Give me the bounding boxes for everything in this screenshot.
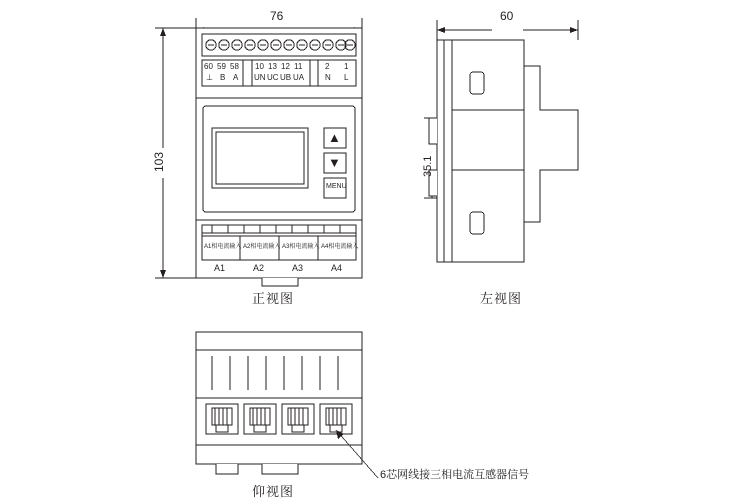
terminal-label-a: A — [233, 73, 239, 82]
up-button-label[interactable]: ▲ — [328, 130, 341, 145]
terminal-number-12: 12 — [281, 62, 290, 71]
side-width-dimension: 60 — [500, 9, 514, 23]
terminal-label-ua: UA — [293, 73, 305, 82]
terminal-label-l: L — [344, 73, 349, 82]
bottom-terminal-name-a4: A4 — [331, 263, 343, 273]
bottom-terminal-name-a3: A3 — [292, 263, 304, 273]
bottom-terminal-label-a2: A2相电流输入 — [243, 244, 281, 250]
bottom-terminal-name-a1: A1 — [214, 263, 226, 273]
bottom-terminal-label-a1: A1相电流输入 — [204, 244, 242, 250]
bottom-terminal-label-a3: A3相电流输入 — [282, 244, 320, 250]
terminal-number-1: 1 — [344, 62, 349, 71]
ct-signal-annotation: 6芯网线接三相电流互感器信号 — [380, 469, 530, 481]
terminal-number-11: 11 — [294, 62, 303, 71]
terminal-label-gnd: ⊥ — [206, 73, 213, 82]
terminal-label-n: N — [325, 73, 331, 82]
front-view-caption: 正视图 — [252, 291, 295, 306]
front-width-dimension: 76 — [270, 9, 284, 23]
terminal-number-2: 2 — [325, 62, 330, 71]
terminal-label-un: UN — [254, 73, 266, 82]
side-height-dimension: 35.1 — [422, 155, 434, 177]
bottom-terminal-name-a2: A2 — [253, 263, 265, 273]
terminal-number-59: 59 — [217, 62, 226, 71]
terminal-number-10: 10 — [255, 62, 264, 71]
terminal-number-58: 58 — [230, 62, 239, 71]
terminal-label-uc: UC — [267, 73, 279, 82]
side-view-group — [424, 20, 578, 262]
terminal-label-b: B — [220, 73, 226, 82]
front-height-dimension: 103 — [152, 151, 166, 172]
terminal-number-13: 13 — [268, 62, 277, 71]
side-view-caption: 左视图 — [480, 291, 523, 306]
bottom-terminal-label-a4: A4相电流输入 — [321, 244, 359, 250]
bottom-view-caption: 仰视图 — [252, 484, 295, 499]
down-button-label[interactable]: ▼ — [328, 155, 341, 170]
terminal-number-60: 60 — [204, 62, 213, 71]
terminal-label-ub: UB — [280, 73, 292, 82]
bottom-view-group — [196, 332, 378, 478]
menu-button-label[interactable]: MENU — [326, 183, 347, 190]
